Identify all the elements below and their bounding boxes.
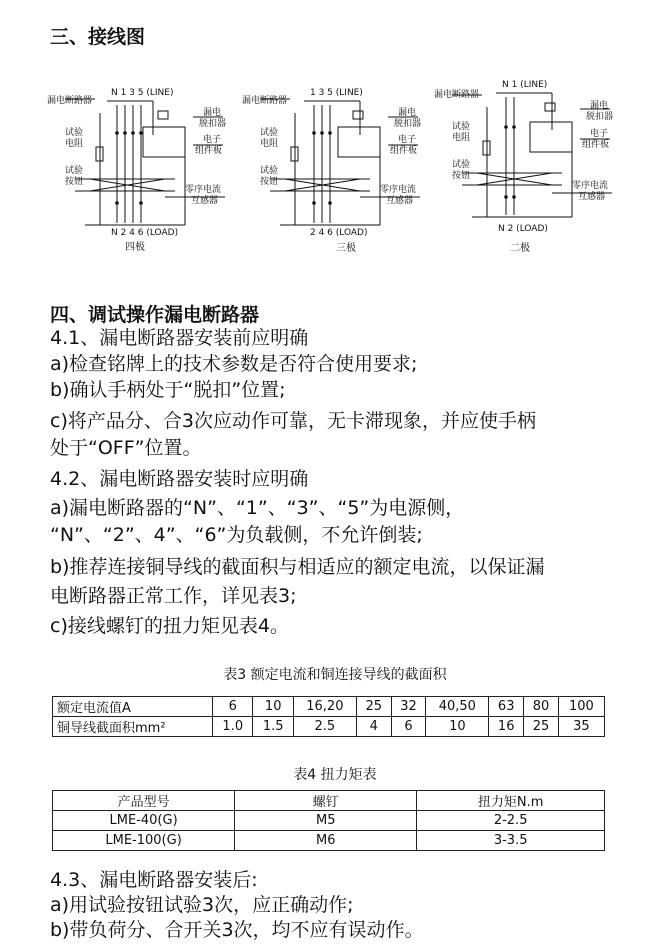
three-pole-trip-label-1: 漏电 <box>398 108 417 118</box>
three-pole-resistor-label-2: 电阻 <box>260 139 279 149</box>
wiring-diagram-two-pole <box>432 75 632 269</box>
four-pole-breaker-label: 漏电断路器 <box>47 96 93 106</box>
table-cell: 25 <box>524 717 559 737</box>
table-cell: 25 <box>356 697 391 717</box>
two-pole-caption: 二极 <box>510 243 530 254</box>
wiring-diagram-four-pole <box>45 75 245 269</box>
three-pole-board-label-2: 组件板 <box>390 146 418 156</box>
table-cell: 1.5 <box>253 717 293 737</box>
table-cell: 2.5 <box>293 717 356 737</box>
two-pole-button-label-1: 试验 <box>452 160 471 170</box>
table-3-caption: 表3 额定电流和铜连接导线的截面积 <box>223 667 447 683</box>
section-4-line-3: b)确认手柄处于“脱扣”位置; <box>50 379 286 401</box>
two-pole-board-label-1: 电子 <box>590 129 609 139</box>
four-pole-board-label-1: 电子 <box>203 135 222 145</box>
two-pole-breaker-label: 漏电断路器 <box>434 90 480 100</box>
four-pole-ct-label-1: 零序电流 <box>185 185 222 195</box>
three-pole-board-label-1: 电子 <box>398 135 417 145</box>
table-cell: 16,20 <box>293 697 356 717</box>
table-cell: LME-40(G) <box>53 811 235 831</box>
table-3-row2-label: 铜导线截面积mm² <box>53 717 213 737</box>
two-pole-bottom-terminals: N 2 (LOAD) <box>498 224 548 234</box>
table-cell: 3-3.5 <box>417 831 605 851</box>
table-cell: 80 <box>524 697 559 717</box>
two-pole-board-label-2: 组件板 <box>582 140 610 150</box>
three-pole-bottom-terminals: 2 4 6 (LOAD) <box>310 228 368 238</box>
section-4-line-6: 4.2、漏电断路器安装时应明确 <box>50 468 309 490</box>
table-4-header-model: 产品型号 <box>53 791 235 811</box>
table-cell: 6 <box>391 717 426 737</box>
section-43-line-1: 4.3、漏电断路器安装后: <box>50 869 258 891</box>
table-cell: LME-100(G) <box>53 831 235 851</box>
section-4-line-8: “N”、“2”、4”、“6”为负载侧，不允许倒装; <box>50 524 423 546</box>
table-cell: 100 <box>558 697 604 717</box>
three-pole-breaker-label: 漏电断路器 <box>242 96 288 106</box>
two-pole-trip-label-2: 脱扣器 <box>586 112 614 122</box>
section-4-line-10: 电断路器正常工作，详见表3; <box>50 585 297 607</box>
two-pole-resistor-label-2: 电阻 <box>452 133 471 143</box>
table-4-caption: 表4 扭力矩表 <box>293 767 377 783</box>
section-4-line-11: c)接线螺钉的扭力矩见表4。 <box>50 615 289 637</box>
four-pole-trip-label-2: 脱扣器 <box>199 119 227 129</box>
table-cell: 2-2.5 <box>417 811 605 831</box>
three-pole-trip-label-2: 脱扣器 <box>394 119 422 129</box>
section-4-line-7: a)漏电断路器的“N”、“1”、“3”、“5”为电源侧， <box>50 497 465 519</box>
table-cell: 63 <box>489 697 524 717</box>
table-4-header-row <box>53 791 605 811</box>
table-cell: 10 <box>253 697 293 717</box>
three-pole-ct-label-2: 互感器 <box>386 196 414 206</box>
three-pole-ct-label-1: 零序电流 <box>380 185 417 195</box>
two-pole-resistor-label-1: 试验 <box>452 122 471 132</box>
table-cell: M6 <box>235 831 417 851</box>
table-cell: 10 <box>426 717 489 737</box>
table-cell: 35 <box>558 717 604 737</box>
four-pole-bottom-terminals: N 2 4 6 (LOAD) <box>111 228 179 238</box>
wiring-diagram-three-pole <box>240 75 440 269</box>
two-pole-button-label-2: 按钮 <box>452 171 471 181</box>
section-4-line-1: 4.1、漏电断路器安装前应明确 <box>50 327 309 349</box>
table-3-row-current <box>53 697 605 717</box>
table-3-row-cross-section <box>53 717 605 737</box>
table-row <box>53 831 605 851</box>
section-4-line-9: b)推荐连接铜导线的截面积与相适应的额定电流，以保证漏 <box>50 556 545 578</box>
four-pole-button-label-2: 按钮 <box>65 177 84 187</box>
table-cell: 6 <box>213 697 253 717</box>
three-pole-resistor-label-1: 试验 <box>260 128 279 138</box>
four-pole-ct-label-2: 互感器 <box>191 196 219 206</box>
three-pole-button-label-2: 按钮 <box>260 177 279 187</box>
table-row <box>53 811 605 831</box>
four-pole-button-label-1: 试验 <box>65 166 84 176</box>
four-pole-trip-label-1: 漏电 <box>203 108 222 118</box>
table-cell: 32 <box>391 697 426 717</box>
two-pole-ct-label-1: 零序电流 <box>572 181 609 191</box>
section-4-line-2: a)检查铭牌上的技术参数是否符合使用要求; <box>50 353 418 375</box>
table-cell: M5 <box>235 811 417 831</box>
four-pole-caption: 四极 <box>125 242 145 253</box>
table-cell: 16 <box>489 717 524 737</box>
section-4-line-5: 处于“OFF”位置。 <box>50 437 202 459</box>
section-3-title: 三、接线图 <box>50 26 146 48</box>
table-4-header-torque: 扭力矩N.m <box>417 791 605 811</box>
table-cell: 1.0 <box>213 717 253 737</box>
two-pole-top-terminals: N 1 (LINE) <box>502 80 548 90</box>
four-pole-resistor-label-2: 电阻 <box>65 139 84 149</box>
table-4-header-screw: 螺钉 <box>235 791 417 811</box>
table-cell: 4 <box>356 717 391 737</box>
table-4 <box>52 790 605 851</box>
four-pole-resistor-label-1: 试验 <box>65 128 84 138</box>
table-3 <box>52 696 605 737</box>
four-pole-board-label-2: 组件板 <box>195 146 223 156</box>
three-pole-top-terminals: 1 3 5 (LINE) <box>310 88 363 98</box>
section-43-line-2: a)用试验按钮试验3次，应正确动作; <box>50 894 354 916</box>
section-4-line-4: c)将产品分、合3次应动作可靠，无卡滞现象，并应使手柄 <box>50 410 536 432</box>
section-4-title: 四、调试操作漏电断路器 <box>50 304 260 326</box>
table-cell: 40,50 <box>426 697 489 717</box>
table-3-row1-label: 额定电流值A <box>53 697 213 717</box>
three-pole-button-label-1: 试验 <box>260 166 279 176</box>
section-43-line-3: b)带负荷分、合开关3次，均不应有误动作。 <box>50 919 424 941</box>
two-pole-ct-label-2: 互感器 <box>578 192 606 202</box>
four-pole-top-terminals: N 1 3 5 (LINE) <box>111 88 174 98</box>
two-pole-trip-label-1: 漏电 <box>590 101 609 111</box>
three-pole-caption: 三极 <box>336 243 356 254</box>
